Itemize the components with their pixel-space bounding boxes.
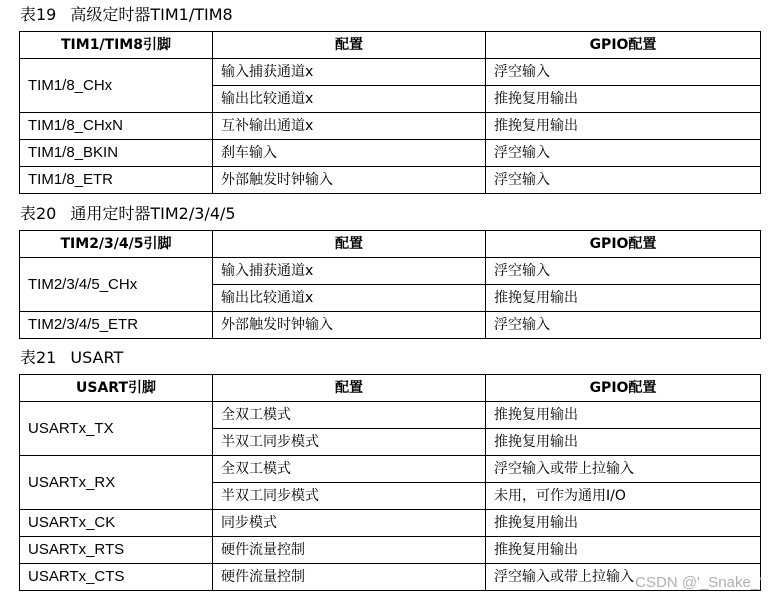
column-header: 配置 [213, 32, 486, 59]
table-header-row [20, 231, 761, 258]
config-cell: 全双工模式 [213, 402, 486, 429]
csdn-watermark: CSDN @'_Snake_' [635, 574, 762, 591]
gpio-cell: 推挽复用输出 [486, 537, 761, 564]
column-header: 配置 [213, 375, 486, 402]
table-row [20, 59, 761, 86]
pin-cell: TIM2/3/4/5_ETR [20, 312, 213, 339]
gpio-cell: 未用，可作为通用I/O [486, 483, 761, 510]
table-row [20, 167, 761, 194]
gpio-cell: 推挽复用输出 [486, 285, 761, 312]
table-row [20, 537, 761, 564]
pin-cell: USARTx_CK [20, 510, 213, 537]
table19-title: 高级定时器TIM1/TIM8 [70, 5, 233, 24]
pin-cell: TIM1/8_BKIN [20, 140, 213, 167]
table-row [20, 140, 761, 167]
table-row [20, 312, 761, 339]
table-row [20, 510, 761, 537]
table21 [19, 374, 761, 591]
gpio-cell: 推挽复用输出 [486, 402, 761, 429]
gpio-cell: 浮空输入 [486, 167, 761, 194]
config-cell: 输出比较通道x [213, 86, 486, 113]
table20-number: 表20 [20, 204, 57, 223]
table21-number: 表21 [20, 348, 57, 367]
table21-caption [20, 347, 123, 369]
table-row [20, 113, 761, 140]
pin-cell: TIM1/8_ETR [20, 167, 213, 194]
column-header: GPIO配置 [486, 231, 761, 258]
config-cell: 输入捕获通道x [213, 258, 486, 285]
config-cell: 刹车输入 [213, 140, 486, 167]
table19-number: 表19 [20, 5, 57, 24]
column-header: USART引脚 [20, 375, 213, 402]
config-cell: 半双工同步模式 [213, 429, 486, 456]
gpio-cell: 浮空输入或带上拉输入 [486, 456, 761, 483]
config-cell: 半双工同步模式 [213, 483, 486, 510]
column-header: 配置 [213, 231, 486, 258]
table-row [20, 258, 761, 285]
pin-cell: TIM2/3/4/5_CHx [20, 258, 213, 312]
config-cell: 全双工模式 [213, 456, 486, 483]
table-header-row [20, 32, 761, 59]
config-cell: 外部触发时钟输入 [213, 312, 486, 339]
gpio-cell: 推挽复用输出 [486, 510, 761, 537]
config-cell: 外部触发时钟输入 [213, 167, 486, 194]
pin-cell: USARTx_TX [20, 402, 213, 456]
table-header-row [20, 375, 761, 402]
gpio-cell: 浮空输入 [486, 59, 761, 86]
pin-cell: TIM1/8_CHx [20, 59, 213, 113]
config-cell: 硬件流量控制 [213, 537, 486, 564]
pin-cell: TIM1/8_CHxN [20, 113, 213, 140]
table19 [19, 31, 761, 194]
gpio-cell: 浮空输入或带上拉输入 [486, 564, 761, 591]
pin-cell: USARTx_RTS [20, 537, 213, 564]
gpio-cell: 推挽复用输出 [486, 113, 761, 140]
gpio-cell: 浮空输入 [486, 140, 761, 167]
column-header: TIM2/3/4/5引脚 [20, 231, 213, 258]
gpio-cell: 推挽复用输出 [486, 86, 761, 113]
config-cell: 硬件流量控制 [213, 564, 486, 591]
table21-title: USART [70, 348, 124, 367]
table-row [20, 402, 761, 429]
table20-title: 通用定时器TIM2/3/4/5 [70, 204, 236, 223]
config-cell: 输出比较通道x [213, 285, 486, 312]
gpio-cell: 推挽复用输出 [486, 429, 761, 456]
config-cell: 输入捕获通道x [213, 59, 486, 86]
config-cell: 同步模式 [213, 510, 486, 537]
column-header: GPIO配置 [486, 375, 761, 402]
table20-caption [20, 203, 236, 225]
gpio-cell: 浮空输入 [486, 258, 761, 285]
gpio-cell: 浮空输入 [486, 312, 761, 339]
config-cell: 互补输出通道x [213, 113, 486, 140]
pin-cell: USARTx_CTS [20, 564, 213, 591]
table-row [20, 456, 761, 483]
table19-caption [20, 4, 233, 26]
table20 [19, 230, 761, 339]
column-header: TIM1/TIM8引脚 [20, 32, 213, 59]
column-header: GPIO配置 [486, 32, 761, 59]
pin-cell: USARTx_RX [20, 456, 213, 510]
